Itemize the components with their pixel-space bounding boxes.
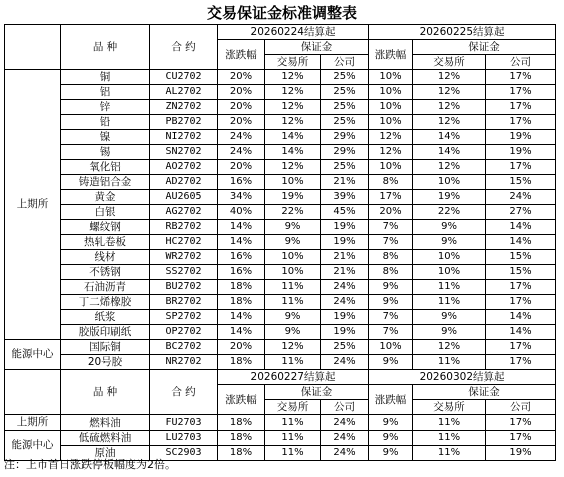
value-cell: 11% — [265, 415, 321, 431]
value-cell: 15% — [486, 265, 556, 280]
table-row — [5, 355, 556, 370]
value-cell: 11% — [413, 355, 486, 370]
value-cell: 10% — [369, 70, 413, 85]
table-row — [5, 100, 556, 115]
value-cell: 11% — [413, 446, 486, 461]
value-cell: 10% — [369, 340, 413, 355]
contract-cell: FU2703 — [150, 415, 218, 431]
variety-cell: 铝 — [61, 85, 150, 100]
header-exchange: 交易所 — [265, 400, 321, 415]
variety-cell: 铅 — [61, 115, 150, 130]
table-row — [5, 310, 556, 325]
header-exchange: 交易所 — [413, 400, 486, 415]
value-cell: 24% — [321, 355, 369, 370]
table-row — [5, 85, 556, 100]
header-variety: 品 种 — [61, 25, 150, 70]
exchange-group-label: 能源中心 — [5, 431, 61, 461]
variety-cell: 国际铜 — [61, 340, 150, 355]
value-cell: 12% — [413, 85, 486, 100]
contract-cell: WR2702 — [150, 250, 218, 265]
value-cell: 14% — [486, 220, 556, 235]
value-cell: 15% — [486, 250, 556, 265]
value-cell: 12% — [265, 100, 321, 115]
value-cell: 25% — [321, 160, 369, 175]
value-cell: 40% — [218, 205, 265, 220]
value-cell: 12% — [265, 115, 321, 130]
contract-cell: SP2702 — [150, 310, 218, 325]
value-cell: 14% — [486, 310, 556, 325]
variety-cell: 黄金 — [61, 190, 150, 205]
value-cell: 19% — [265, 190, 321, 205]
value-cell: 14% — [218, 310, 265, 325]
table-row — [5, 340, 556, 355]
value-cell: 8% — [369, 265, 413, 280]
contract-cell: NI2702 — [150, 130, 218, 145]
value-cell: 21% — [321, 175, 369, 190]
header-date-left: 20260224结算起 — [218, 25, 369, 40]
value-cell: 19% — [321, 220, 369, 235]
header-margin: 保证金 — [413, 385, 556, 400]
value-cell: 9% — [369, 355, 413, 370]
table-row — [5, 220, 556, 235]
page-title: 交易保证金标准调整表 — [206, 4, 357, 22]
value-cell: 24% — [218, 130, 265, 145]
value-cell: 24% — [321, 446, 369, 461]
value-cell: 22% — [413, 205, 486, 220]
table-row — [5, 415, 556, 431]
footnote: 注：上市首日涨跌停板幅度为2倍。 — [4, 458, 176, 471]
value-cell: 16% — [218, 175, 265, 190]
value-cell: 11% — [265, 280, 321, 295]
value-cell: 10% — [265, 265, 321, 280]
variety-cell: 锡 — [61, 145, 150, 160]
value-cell: 17% — [486, 160, 556, 175]
value-cell: 19% — [486, 446, 556, 461]
value-cell: 12% — [265, 85, 321, 100]
value-cell: 14% — [486, 235, 556, 250]
value-cell: 20% — [218, 160, 265, 175]
header-margin: 保证金 — [265, 40, 369, 55]
value-cell: 17% — [369, 190, 413, 205]
contract-cell: LU2703 — [150, 431, 218, 446]
value-cell: 17% — [486, 415, 556, 431]
value-cell: 25% — [321, 100, 369, 115]
contract-cell: SC2903 — [150, 446, 218, 461]
header-contract: 合 约 — [150, 370, 218, 415]
table-row — [5, 160, 556, 175]
table-row — [5, 265, 556, 280]
value-cell: 14% — [265, 145, 321, 160]
value-cell: 18% — [218, 415, 265, 431]
header-limit: 涨跌幅 — [218, 40, 265, 70]
header-date-right: 20260225结算起 — [369, 25, 556, 40]
value-cell: 17% — [486, 100, 556, 115]
value-cell: 9% — [369, 295, 413, 310]
value-cell: 14% — [413, 145, 486, 160]
value-cell: 9% — [265, 325, 321, 340]
value-cell: 24% — [321, 431, 369, 446]
value-cell: 11% — [413, 431, 486, 446]
value-cell: 20% — [218, 340, 265, 355]
contract-cell: NR2702 — [150, 355, 218, 370]
contract-cell: ZN2702 — [150, 100, 218, 115]
exchange-group-label: 上期所 — [5, 70, 61, 340]
variety-cell: 低硫燃料油 — [61, 431, 150, 446]
variety-cell: 胶版印刷纸 — [61, 325, 150, 340]
value-cell: 17% — [486, 85, 556, 100]
value-cell: 25% — [321, 340, 369, 355]
table-row — [5, 431, 556, 446]
value-cell: 18% — [218, 431, 265, 446]
table-row — [5, 205, 556, 220]
value-cell: 18% — [218, 446, 265, 461]
value-cell: 20% — [218, 115, 265, 130]
value-cell: 25% — [321, 115, 369, 130]
variety-cell: 石油沥青 — [61, 280, 150, 295]
header-date-right: 20260302结算起 — [369, 370, 556, 385]
table-body — [5, 25, 556, 461]
value-cell: 17% — [486, 355, 556, 370]
value-cell: 9% — [265, 235, 321, 250]
table-row — [5, 280, 556, 295]
table-row — [5, 115, 556, 130]
value-cell: 12% — [265, 160, 321, 175]
variety-cell: 原油 — [61, 446, 150, 461]
table-row — [5, 70, 556, 85]
header-contract: 合 约 — [150, 25, 218, 70]
value-cell: 16% — [218, 265, 265, 280]
value-cell: 14% — [218, 220, 265, 235]
margin-table — [4, 24, 556, 461]
exchange-group-label: 能源中心 — [5, 340, 61, 370]
table-row — [5, 325, 556, 340]
value-cell: 9% — [413, 325, 486, 340]
variety-cell: 纸浆 — [61, 310, 150, 325]
variety-cell: 铸造铝合金 — [61, 175, 150, 190]
contract-cell: AG2702 — [150, 205, 218, 220]
value-cell: 14% — [413, 130, 486, 145]
header-date-left: 20260227结算起 — [218, 370, 369, 385]
value-cell: 20% — [369, 205, 413, 220]
exchange-group-label: 上期所 — [5, 415, 61, 431]
contract-cell: CU2702 — [150, 70, 218, 85]
value-cell: 10% — [265, 250, 321, 265]
value-cell: 19% — [321, 310, 369, 325]
value-cell: 10% — [369, 100, 413, 115]
variety-cell: 螺纹钢 — [61, 220, 150, 235]
value-cell: 10% — [369, 115, 413, 130]
contract-cell: RB2702 — [150, 220, 218, 235]
header-row — [5, 370, 556, 385]
value-cell: 17% — [486, 70, 556, 85]
value-cell: 21% — [321, 250, 369, 265]
value-cell: 9% — [369, 280, 413, 295]
header-blank — [5, 370, 61, 415]
value-cell: 11% — [413, 295, 486, 310]
variety-cell: 热轧卷板 — [61, 235, 150, 250]
value-cell: 14% — [486, 325, 556, 340]
value-cell: 39% — [321, 190, 369, 205]
value-cell: 7% — [369, 310, 413, 325]
table-row — [5, 175, 556, 190]
value-cell: 21% — [321, 265, 369, 280]
value-cell: 11% — [265, 355, 321, 370]
variety-cell: 白银 — [61, 205, 150, 220]
value-cell: 7% — [369, 220, 413, 235]
value-cell: 11% — [413, 415, 486, 431]
contract-cell: AU2605 — [150, 190, 218, 205]
value-cell: 10% — [413, 265, 486, 280]
value-cell: 29% — [321, 130, 369, 145]
value-cell: 12% — [413, 70, 486, 85]
value-cell: 12% — [413, 160, 486, 175]
value-cell: 19% — [486, 130, 556, 145]
value-cell: 16% — [218, 250, 265, 265]
value-cell: 7% — [369, 325, 413, 340]
value-cell: 9% — [265, 220, 321, 235]
contract-cell: SS2702 — [150, 265, 218, 280]
header-company: 公司 — [486, 55, 556, 70]
value-cell: 12% — [413, 340, 486, 355]
value-cell: 12% — [369, 130, 413, 145]
header-blank — [5, 25, 61, 70]
value-cell: 17% — [486, 295, 556, 310]
table-row — [5, 250, 556, 265]
value-cell: 12% — [265, 70, 321, 85]
value-cell: 14% — [218, 325, 265, 340]
value-cell: 24% — [321, 295, 369, 310]
value-cell: 12% — [265, 340, 321, 355]
contract-cell: HC2702 — [150, 235, 218, 250]
variety-cell: 镍 — [61, 130, 150, 145]
value-cell: 24% — [321, 415, 369, 431]
value-cell: 11% — [265, 295, 321, 310]
value-cell: 12% — [369, 145, 413, 160]
table-row — [5, 235, 556, 250]
table-row — [5, 190, 556, 205]
header-margin: 保证金 — [413, 40, 556, 55]
value-cell: 10% — [369, 160, 413, 175]
value-cell: 29% — [321, 145, 369, 160]
value-cell: 10% — [369, 85, 413, 100]
header-row — [5, 25, 556, 40]
value-cell: 11% — [413, 280, 486, 295]
header-company: 公司 — [486, 400, 556, 415]
value-cell: 17% — [486, 280, 556, 295]
contract-cell: SN2702 — [150, 145, 218, 160]
variety-cell: 线材 — [61, 250, 150, 265]
value-cell: 27% — [486, 205, 556, 220]
value-cell: 9% — [369, 431, 413, 446]
variety-cell: 氧化铝 — [61, 160, 150, 175]
contract-cell: BR2702 — [150, 295, 218, 310]
contract-cell: PB2702 — [150, 115, 218, 130]
value-cell: 17% — [486, 340, 556, 355]
header-margin: 保证金 — [265, 385, 369, 400]
header-exchange: 交易所 — [265, 55, 321, 70]
contract-cell: BC2702 — [150, 340, 218, 355]
contract-cell: BU2702 — [150, 280, 218, 295]
value-cell: 19% — [321, 325, 369, 340]
value-cell: 17% — [486, 431, 556, 446]
contract-cell: AD2702 — [150, 175, 218, 190]
value-cell: 8% — [369, 175, 413, 190]
value-cell: 7% — [369, 235, 413, 250]
contract-cell: OP2702 — [150, 325, 218, 340]
header-limit: 涨跌幅 — [369, 385, 413, 415]
header-company: 公司 — [321, 55, 369, 70]
value-cell: 9% — [265, 310, 321, 325]
value-cell: 14% — [218, 235, 265, 250]
value-cell: 18% — [218, 355, 265, 370]
value-cell: 45% — [321, 205, 369, 220]
value-cell: 18% — [218, 295, 265, 310]
value-cell: 11% — [265, 431, 321, 446]
value-cell: 24% — [321, 280, 369, 295]
value-cell: 8% — [369, 250, 413, 265]
variety-cell: 丁二烯橡胶 — [61, 295, 150, 310]
value-cell: 9% — [413, 310, 486, 325]
value-cell: 9% — [369, 415, 413, 431]
value-cell: 11% — [265, 446, 321, 461]
value-cell: 20% — [218, 85, 265, 100]
header-exchange: 交易所 — [413, 55, 486, 70]
variety-cell: 锌 — [61, 100, 150, 115]
value-cell: 19% — [321, 235, 369, 250]
table-row — [5, 295, 556, 310]
contract-cell: AL2702 — [150, 85, 218, 100]
value-cell: 9% — [413, 220, 486, 235]
variety-cell: 20号胶 — [61, 355, 150, 370]
value-cell: 12% — [413, 115, 486, 130]
value-cell: 22% — [265, 205, 321, 220]
value-cell: 25% — [321, 70, 369, 85]
value-cell: 14% — [265, 130, 321, 145]
value-cell: 34% — [218, 190, 265, 205]
header-limit: 涨跌幅 — [369, 40, 413, 70]
variety-cell: 铜 — [61, 70, 150, 85]
value-cell: 17% — [486, 115, 556, 130]
variety-cell: 燃料油 — [61, 415, 150, 431]
variety-cell: 不锈钢 — [61, 265, 150, 280]
value-cell: 24% — [218, 145, 265, 160]
value-cell: 9% — [369, 446, 413, 461]
value-cell: 24% — [486, 190, 556, 205]
value-cell: 19% — [486, 145, 556, 160]
value-cell: 25% — [321, 85, 369, 100]
value-cell: 12% — [413, 100, 486, 115]
value-cell: 10% — [265, 175, 321, 190]
value-cell: 10% — [413, 250, 486, 265]
value-cell: 9% — [413, 235, 486, 250]
header-variety: 品 种 — [61, 370, 150, 415]
header-limit: 涨跌幅 — [218, 385, 265, 415]
value-cell: 20% — [218, 100, 265, 115]
value-cell: 19% — [413, 190, 486, 205]
value-cell: 10% — [413, 175, 486, 190]
value-cell: 15% — [486, 175, 556, 190]
contract-cell: AO2702 — [150, 160, 218, 175]
value-cell: 18% — [218, 280, 265, 295]
table-row — [5, 145, 556, 160]
table-row — [5, 130, 556, 145]
value-cell: 20% — [218, 70, 265, 85]
header-company: 公司 — [321, 400, 369, 415]
